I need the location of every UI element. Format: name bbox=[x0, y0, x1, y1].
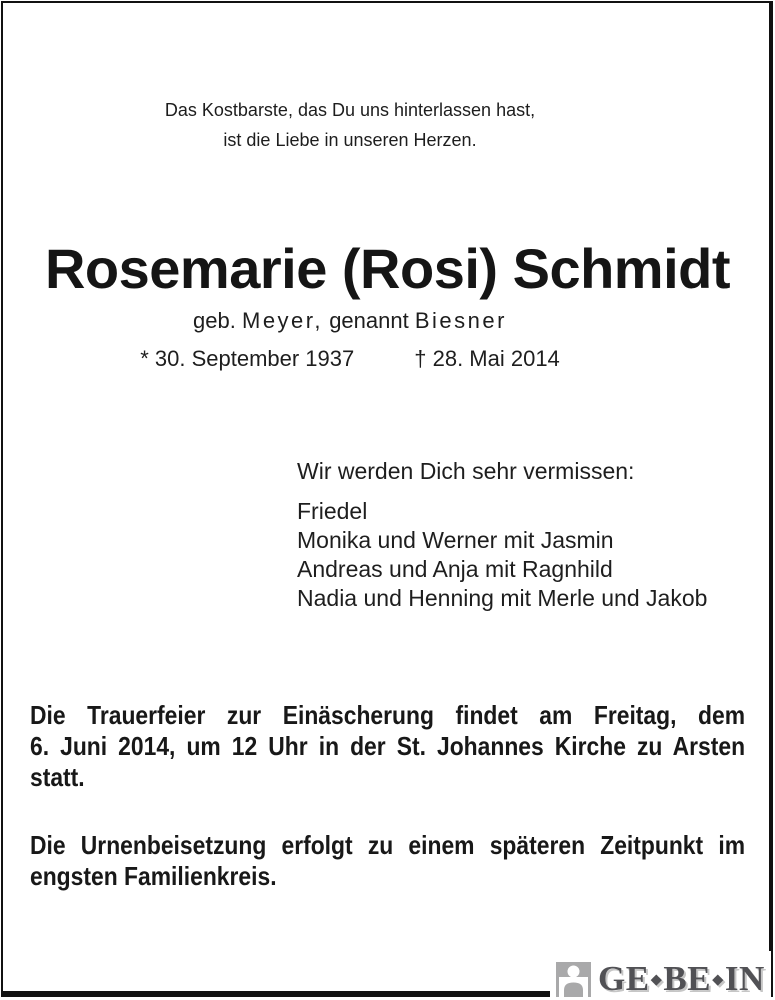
mourner-list-item: Monika und Werner mit Jasmin bbox=[297, 527, 614, 553]
mourner-list-item: Andreas und Anja mit Ragnhild bbox=[297, 556, 613, 582]
urn-notice-line-2: engsten Familienkreis. bbox=[30, 861, 277, 891]
funeral-notice-line-3: statt. bbox=[30, 762, 85, 792]
publisher-logo bbox=[550, 951, 771, 1000]
deceased-name: Rosemarie (Rosi) Schmidt bbox=[44, 237, 731, 300]
mourners-section bbox=[297, 458, 707, 613]
diamond-separator-icon: ◆ bbox=[712, 972, 724, 988]
funeral-notice-line-1: Die Trauerfeier zur Einäscherung findet am Freitag, dem bbox=[30, 700, 746, 730]
maiden-name: Meyer, bbox=[242, 308, 324, 333]
urn-notice bbox=[30, 830, 745, 892]
maiden-name-line bbox=[0, 307, 700, 335]
mourners-intro: Wir werden Dich sehr vermissen: bbox=[297, 458, 635, 484]
urn-notice-line-1: Die Urnenbeisetzung erfolgt zu einem späteren Zeitpunkt im bbox=[30, 830, 746, 860]
epigraph-line-2: ist die Liebe in unseren Herzen. bbox=[223, 130, 477, 150]
called-prefix: genannt bbox=[329, 308, 409, 333]
logo-part-be: BE bbox=[663, 958, 712, 998]
diamond-separator-icon: ◆ bbox=[650, 972, 663, 988]
birth-date: * 30. September 1937 bbox=[140, 346, 355, 371]
mourner-list-item: Friedel bbox=[297, 498, 368, 524]
called-name: Biesner bbox=[414, 308, 507, 333]
epigraph-line-1: Das Kostbarste, das Du uns hinterlassen hast, bbox=[164, 100, 536, 120]
epigraph-quote bbox=[0, 95, 700, 155]
logo-part-in: IN bbox=[724, 958, 765, 998]
mourners-list bbox=[297, 497, 707, 613]
mourner-list-item: Nadia und Henning mit Merle und Jakob bbox=[297, 585, 708, 611]
logo-part-ge: GE bbox=[598, 958, 650, 998]
funeral-notice bbox=[30, 700, 745, 793]
gebein-figure-icon bbox=[556, 962, 591, 997]
publisher-logo-text bbox=[598, 958, 765, 998]
maiden-prefix: geb. bbox=[193, 308, 236, 333]
death-date: † 28. Mai 2014 bbox=[414, 346, 560, 371]
life-dates-line bbox=[0, 345, 700, 373]
funeral-notice-line-2: 6. Juni 2014, um 12 Uhr in der St. Johannes Kirche zu Arsten bbox=[30, 731, 746, 761]
